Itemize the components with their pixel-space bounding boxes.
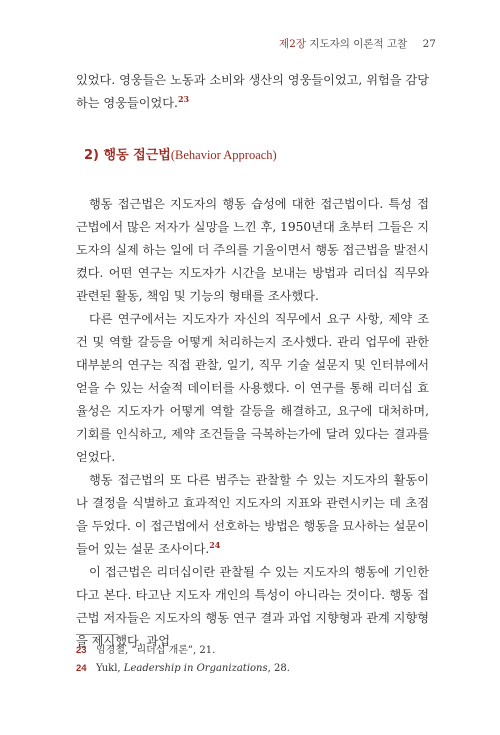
footnotes [76, 634, 429, 678]
section-heading [84, 144, 429, 163]
intro-paragraph [76, 69, 429, 115]
chapter-label: 제2장 [279, 38, 306, 50]
footnote-divider [76, 634, 118, 635]
footnote-number: 23 [76, 645, 87, 656]
running-header [279, 36, 436, 51]
section-title-en: (Behavior Approach) [170, 148, 277, 162]
footnote-text: 임경철, “리더십 개론”, 21. [96, 645, 216, 656]
footnote-24 [76, 660, 429, 678]
paragraph-text: 행동 접근법의 또 다른 범주는 관찰할 수 있는 지도자의 활동이나 결정을 식별하고 효과적인 지도자의 지표와 관련시키는 데 초점을 두었다. 이 접근법에서 선호하는 방법은 행동을 묘사하는 설문이 들어 있는 설문 조사이다. [76, 473, 429, 556]
body-paragraph-3 [76, 469, 429, 561]
footnote-23 [76, 642, 429, 660]
paragraph-text: 행동 접근법은 지도자의 행동 습성에 대한 접근법이다. 특성 접근법에서 많은 저자가 실망을 느낀 후, 1950년대 초부터 그들은 지도자의 실제 하는 일에 더 주의를 기울이면서 행동 접근법을 발전시켰다. 어떤 연구는 지도자가 시간을 보내는 방법과 리더십 직무와 관련된 활동, 책임 및 기능의 형태를 조사했다. [76, 197, 429, 303]
intro-text: 있었다. 영웅들은 노동과 소비와 생산의 영웅들이었고, 위험을 감당하는 영웅들이었다. [76, 73, 429, 110]
footnote-ref-24[interactable]: 24 [209, 539, 221, 550]
footnote-number: 24 [76, 663, 87, 674]
body-paragraph-2 [76, 308, 429, 469]
paragraph-text: 이 접근법은 리더십이란 관찰될 수 있는 지도자의 행동에 기인한다고 본다. 타고난 지도자 개인의 특성이 아니라는 것이다. 행동 접근법 저자들은 지도자의 행동 연구 결과 과업 지향형과 관계 지향형을 제시했다. 과업 [76, 565, 429, 648]
footnote-author: Yukl, [96, 663, 124, 674]
body-paragraph-1 [76, 193, 429, 308]
chapter-title: 지도자의 이론적 고찰 [309, 38, 408, 50]
footnote-page: , 28. [267, 663, 290, 674]
paragraph-text: 다른 연구에서는 지도자가 자신의 직무에서 요구 사항, 제약 조건 및 역할 갈등을 어떻게 처리하는지 조사했다. 관리 업무에 관한 대부분의 연구는 직접 관찰, 일기, 직무 기술 설문지 및 인터뷰에서 얻을 수 있는 서술적 데이터를 사용했다. 이 연구를 통해 리더십 효율성은 지도자가 어떻게 역할 갈등을 해결하고, 요구에 대처하며, 기회를 인식하고, 제약 조건들을 극복하는가에 달려 있다는 결과를 얻었다. [76, 312, 429, 464]
page-number: 27 [422, 38, 436, 50]
main-text [76, 69, 429, 653]
footnote-ref-23[interactable]: 23 [177, 93, 190, 104]
section-title-ko: 2) 행동 접근법 [84, 148, 171, 163]
footnote-book-title: Leadership in Organizations [123, 663, 268, 674]
